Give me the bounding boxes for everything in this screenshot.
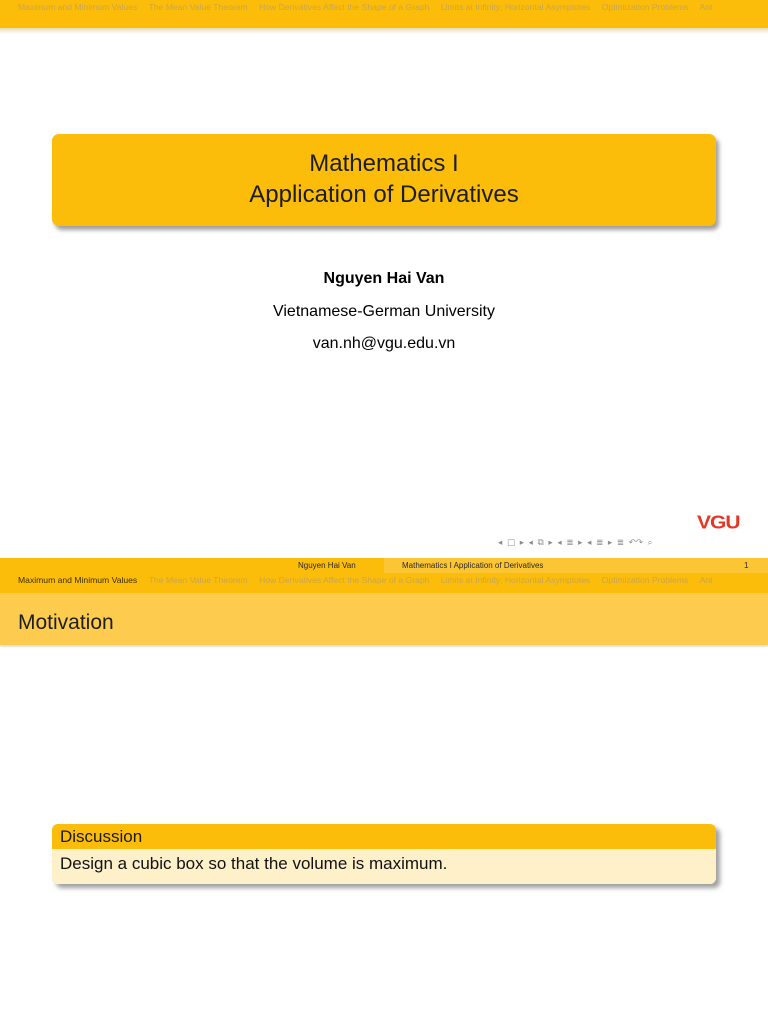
nav-section-max-min[interactable]: Maximum and Minimum Values xyxy=(18,575,138,585)
nav-section-limits-infinity[interactable]: Limits at Infinity; Horizontal Asymptotes xyxy=(440,2,591,12)
nav-section-limits-infinity[interactable]: Limits at Infinity; Horizontal Asymptotes xyxy=(440,575,591,585)
nav-section-optimization[interactable]: Optimization Problems xyxy=(601,2,689,12)
motivation-slide xyxy=(0,573,768,1024)
nav-section-ant[interactable]: Ant xyxy=(699,575,713,585)
nav-section-mean-value[interactable]: The Mean Value Theorem xyxy=(148,575,248,585)
nav-section-shape-of-graph[interactable]: How Derivatives Affect the Shape of a Graph xyxy=(259,575,430,585)
institute-name: Vietnamese-German University xyxy=(272,303,495,320)
vgu-logo: VGU xyxy=(697,512,740,533)
nav-section-max-min[interactable]: Maximum and Minimum Values xyxy=(18,2,138,12)
footline xyxy=(0,558,768,573)
frame-title-bar xyxy=(0,593,768,645)
footer-title: Mathematics I Application of Derivatives xyxy=(402,561,544,570)
title-line-1: Mathematics I xyxy=(309,150,459,177)
footer-author: Nguyen Hai Van xyxy=(298,561,356,570)
nav-section-ant[interactable]: Ant xyxy=(699,2,713,12)
navbar-shadow xyxy=(0,28,768,34)
nav-section-optimization[interactable]: Optimization Problems xyxy=(601,575,689,585)
section-navigation-bar xyxy=(0,0,768,28)
nav-section-shape-of-graph[interactable]: How Derivatives Affect the Shape of a Graph xyxy=(259,2,430,12)
footer-page-number: 1 xyxy=(744,561,749,570)
title-line-2: Application of Derivatives xyxy=(249,181,519,208)
title-block xyxy=(52,134,716,226)
block-body: Design a cubic box so that the volume is maximum. xyxy=(52,849,716,884)
block-title: Discussion xyxy=(52,824,716,849)
frame-title: Motivation xyxy=(18,611,114,634)
beamer-navigation-symbols[interactable]: ◂ □ ▸ ◂ ⧉ ▸ ◂ ≣ ▸ ◂ ≣ ▸ ≣ ↶↷ ⌕ xyxy=(498,538,653,548)
author-email: van.nh@vgu.edu.vn xyxy=(312,335,456,352)
author-name: Nguyen Hai Van xyxy=(323,270,445,287)
discussion-block xyxy=(52,824,716,884)
nav-section-mean-value[interactable]: The Mean Value Theorem xyxy=(148,2,248,12)
section-navigation-bar xyxy=(0,573,768,593)
